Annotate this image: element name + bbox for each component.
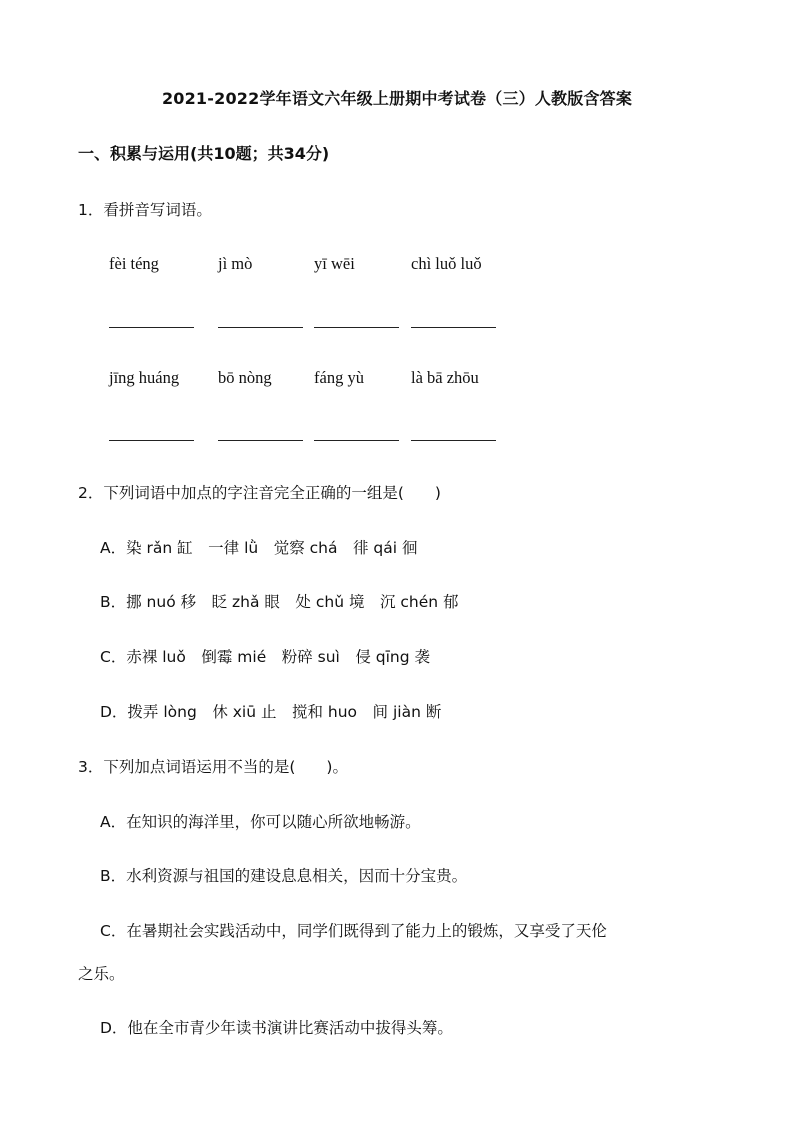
pinyin-item: bō nòng <box>218 368 272 387</box>
option-c[interactable]: C．在暑期社会实践活动中，同学们既得到了能力上的锻炼，又享受了天伦 <box>100 922 607 940</box>
option-b[interactable]: B．水利资源与祖国的建设息息相关，因而十分宝贵。 <box>100 867 468 885</box>
answer-blank[interactable] <box>109 327 194 328</box>
answer-blank[interactable] <box>411 440 496 441</box>
answer-blank[interactable] <box>314 327 399 328</box>
answer-blank[interactable] <box>411 327 496 328</box>
question-1-stem: 1．看拼音写词语。 <box>78 201 212 219</box>
pinyin-item: chì luǒ luǒ <box>411 254 482 273</box>
pinyin-item: yī wēi <box>314 254 355 273</box>
pinyin-item: là bā zhōu <box>411 368 479 387</box>
option-b[interactable]: B．挪 nuó 移 眨 zhǎ 眼 处 chǔ 境 沉 chén 郁 <box>100 593 459 611</box>
option-c[interactable]: C．赤裸 luǒ 倒霉 mié 粉碎 suì 侵 qīng 袭 <box>100 648 431 666</box>
answer-blank[interactable] <box>314 440 399 441</box>
question-3-stem: 3．下列加点词语运用不当的是( )。 <box>78 758 348 776</box>
option-d[interactable]: D．拨弄 lòng 休 xiū 止 搅和 huo 间 jiàn 断 <box>100 703 442 721</box>
pinyin-item: fáng yù <box>314 368 364 387</box>
pinyin-item: jīng huáng <box>109 368 180 387</box>
pinyin-item: jì mò <box>218 254 253 273</box>
option-c-continuation: 之乐。 <box>78 965 125 983</box>
option-a[interactable]: A．染 rǎn 缸 一律 lǜ 觉察 chá 徘 qái 徊 <box>100 539 418 557</box>
answer-blank[interactable] <box>109 440 194 441</box>
pinyin-item: fèi téng <box>109 254 159 273</box>
option-d[interactable]: D．他在全市青少年读书演讲比赛活动中拔得头筹。 <box>100 1019 453 1037</box>
option-a[interactable]: A．在知识的海洋里，你可以随心所欲地畅游。 <box>100 813 421 831</box>
answer-blank[interactable] <box>218 327 303 328</box>
section-heading: 一、积累与运用(共10题；共34分) <box>78 144 330 163</box>
question-2-stem: 2．下列词语中加点的字注音完全正确的一组是( ) <box>78 484 441 502</box>
answer-blank[interactable] <box>218 440 303 441</box>
page-title: 2021-2022学年语文六年级上册期中考试卷（三）人教版含答案 <box>161 89 633 108</box>
